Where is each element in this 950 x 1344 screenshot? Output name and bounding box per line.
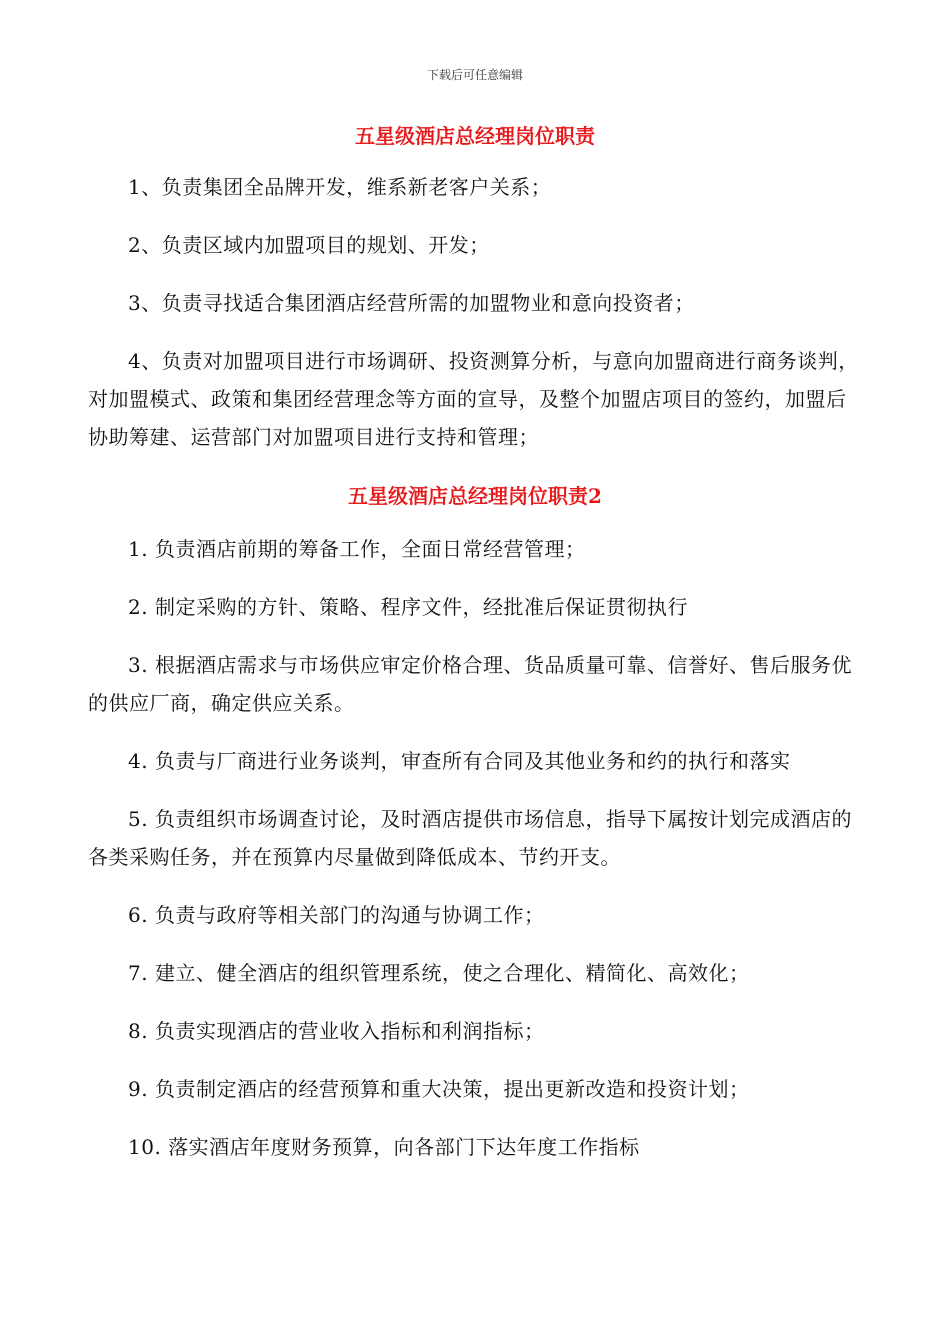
duty-item: 7. 建立、健全酒店的组织管理系统，使之合理化、精简化、高效化； (128, 961, 750, 985)
duty-item: 2、负责区域内加盟项目的规划、开发； (128, 233, 490, 257)
duty-item: 2. 制定采购的方针、策略、程序文件，经批准后保证贯彻执行 (128, 595, 688, 619)
section-title: 五星级酒店总经理岗位职责 (355, 124, 595, 148)
duty-item: 4、负责对加盟项目进行市场调研、投资测算分析，与意向加盟商进行商务谈判，对加盟模式、政策和集团经营理念等方面的宣导，及整个加盟店项目的签约，加盟后协助筹建、运营部门对加盟项目进行支持和管理； (88, 349, 859, 449)
section-2 (88, 478, 862, 1166)
duty-item: 1、负责集团全品牌开发，维系新老客户关系； (128, 175, 552, 199)
page-header-note: 下载后可任意编辑 (426, 68, 523, 82)
duty-item: 8. 负责实现酒店的营业收入指标和利润指标； (128, 1019, 545, 1043)
duty-item: 1. 负责酒店前期的筹备工作，全面日常经营管理； (128, 537, 586, 561)
duty-item: 6. 负责与政府等相关部门的沟通与协调工作； (128, 903, 545, 927)
section-1 (88, 118, 862, 456)
duty-item: 10. 落实酒店年度财务预算，向各部门下达年度工作指标 (128, 1135, 640, 1159)
section-title: 五星级酒店总经理岗位职责2 (348, 484, 602, 508)
duty-item: 4. 负责与厂商进行业务谈判，审查所有合同及其他业务和约的执行和落实 (128, 749, 791, 773)
document-body (88, 118, 862, 1166)
duty-item: 3. 根据酒店需求与市场供应审定价格合理、货品质量可靠、信誉好、售后服务优的供应厂商，确定供应关系。 (88, 653, 852, 715)
duty-item: 3、负责寻找适合集团酒店经营所需的加盟物业和意向投资者； (128, 291, 695, 315)
duty-item: 9. 负责制定酒店的经营预算和重大决策，提出更新改造和投资计划； (128, 1077, 750, 1101)
duty-item: 5. 负责组织市场调查讨论，及时酒店提供市场信息，指导下属按计划完成酒店的各类采购任务，并在预算内尽量做到降低成本、节约开支。 (88, 807, 852, 869)
